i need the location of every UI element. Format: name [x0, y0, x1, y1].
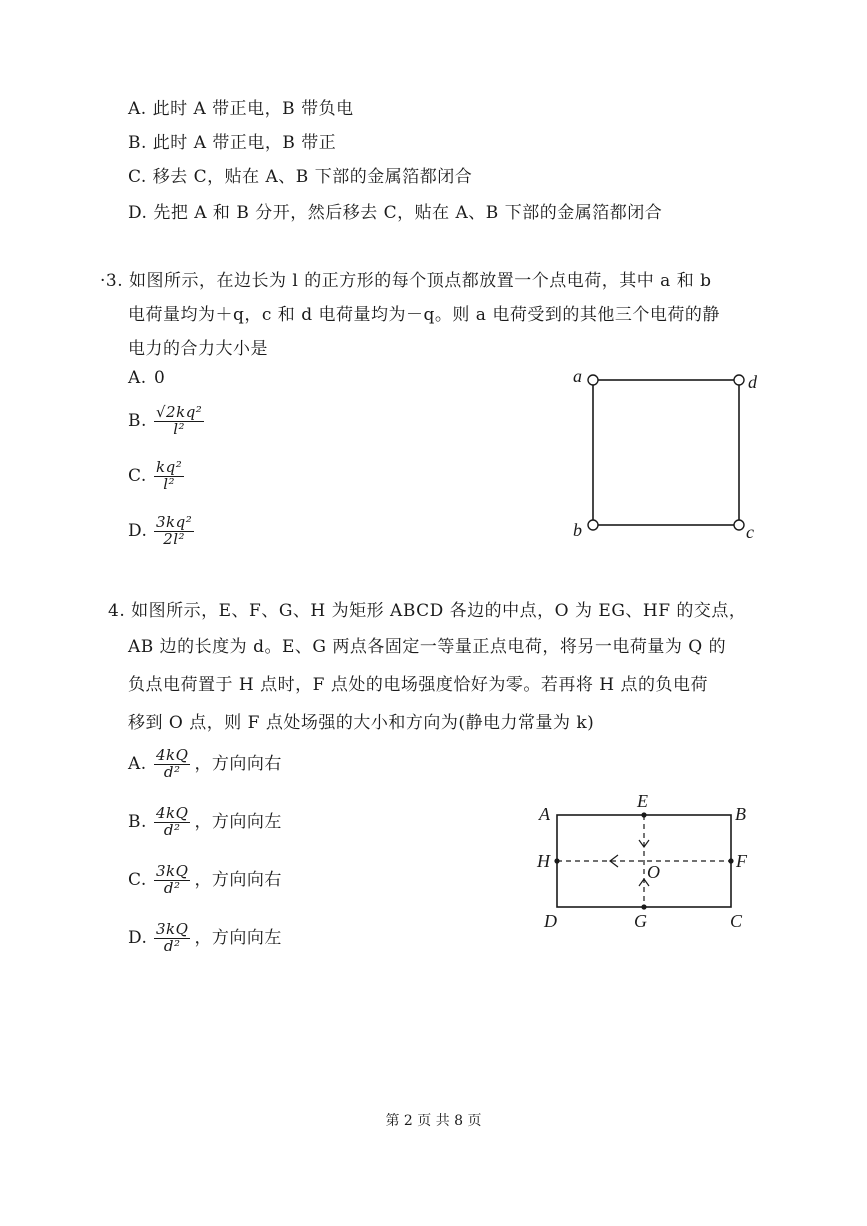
point-h — [554, 858, 559, 863]
q3-option-c: C. $\frac{\text{kq²}}{\text{l²}}$ — [128, 458, 183, 493]
q4-stem-line-4: 移到 O 点，则 F 点处场强的大小和方向为(静电力常量为 k) — [128, 713, 595, 733]
fraction: $\frac{4kQ}{\text{d²}}$ — [156, 804, 189, 839]
fraction: $\frac{\text{√2kq²}}{\text{l²}}$ — [156, 403, 203, 438]
q3-option-d: D. $\frac{\text{3kq²}}{\text{2l²}}$ — [128, 513, 193, 548]
label-F: F — [736, 851, 747, 871]
label-C: C — [730, 911, 743, 931]
point-f — [728, 858, 733, 863]
q3-option-b: B. $\frac{\text{√2kq²}}{\text{l²}}$ — [128, 403, 203, 438]
label-B: B — [735, 804, 746, 824]
label-E: E — [637, 791, 648, 811]
q3-stem-line-3: 电力的合力大小是 — [128, 339, 268, 359]
q2-option-a: A. 此时 A 带正电，B 带负电 — [128, 99, 354, 119]
label-O: O — [647, 862, 660, 882]
label-G: G — [634, 911, 647, 931]
charge-a — [588, 375, 598, 385]
page-number-footer: 第 2 页 共 8 页 — [385, 1113, 482, 1129]
q2-option-c: C. 移去 C，贴在 A、B 下部的金属箔都闭合 — [128, 167, 473, 187]
point-e — [641, 812, 646, 817]
label-c: c — [746, 522, 754, 542]
q3-option-a: A. 0 — [128, 368, 166, 388]
q4-option-a: A. $\frac{4kQ}{\text{d²}}$ ，方向向右 — [128, 746, 282, 781]
q4-option-d: D. $\frac{3kQ}{\text{d²}}$ ，方向向左 — [128, 920, 282, 955]
label-b: b — [573, 520, 582, 540]
q2-option-d: D. 先把 A 和 B 分开，然后移去 C，贴在 A、B 下部的金属箔都闭合 — [128, 203, 663, 223]
q4-rectangle-figure — [530, 790, 770, 940]
q4-option-b: B. $\frac{4kQ}{\text{d²}}$ ，方向向左 — [128, 804, 282, 839]
charge-d — [734, 375, 744, 385]
q4-stem-line-2: AB 边的长度为 d。E、G 两点各固定一等量正点电荷，将另一电荷量为 Q 的 — [128, 637, 727, 657]
square-outline — [593, 380, 739, 525]
q3-stem-line-2: 电荷量均为＋q，c 和 d 电荷量均为－q。则 a 电荷受到的其他三个电荷的静 — [128, 305, 720, 325]
q3-square-figure — [560, 362, 780, 552]
charge-c — [734, 520, 744, 530]
fraction: $\frac{\text{3kq²}}{\text{2l²}}$ — [156, 513, 193, 548]
fraction: $\frac{3kQ}{\text{d²}}$ — [156, 920, 189, 955]
label-H: H — [537, 851, 550, 871]
fraction: $\frac{4kQ}{\text{d²}}$ — [156, 746, 189, 781]
q4-stem-line-1: 4. 如图所示，E、F、G、H 为矩形 ABCD 各边的中点，O 为 EG、HF 的交点， — [108, 601, 747, 621]
fraction: $\frac{3kQ}{\text{d²}}$ — [156, 862, 189, 897]
q3-stem-line-1: ·3. 如图所示，在边长为 l 的正方形的每个顶点都放置一个点电荷，其中 a 和 b — [100, 271, 712, 291]
label-D: D — [544, 911, 557, 931]
q4-stem-line-3: 负点电荷置于 H 点时，F 点处的电场强度恰好为零。若再将 H 点的负电荷 — [128, 675, 708, 695]
q4-option-c: C. $\frac{3kQ}{\text{d²}}$ ，方向向右 — [128, 862, 282, 897]
fraction: $\frac{\text{kq²}}{\text{l²}}$ — [156, 458, 183, 493]
point-g — [641, 904, 646, 909]
label-a: a — [573, 366, 582, 386]
label-d: d — [748, 372, 757, 392]
charge-b — [588, 520, 598, 530]
label-A: A — [539, 804, 550, 824]
q2-option-b: B. 此时 A 带正电，B 带正 — [128, 133, 337, 153]
